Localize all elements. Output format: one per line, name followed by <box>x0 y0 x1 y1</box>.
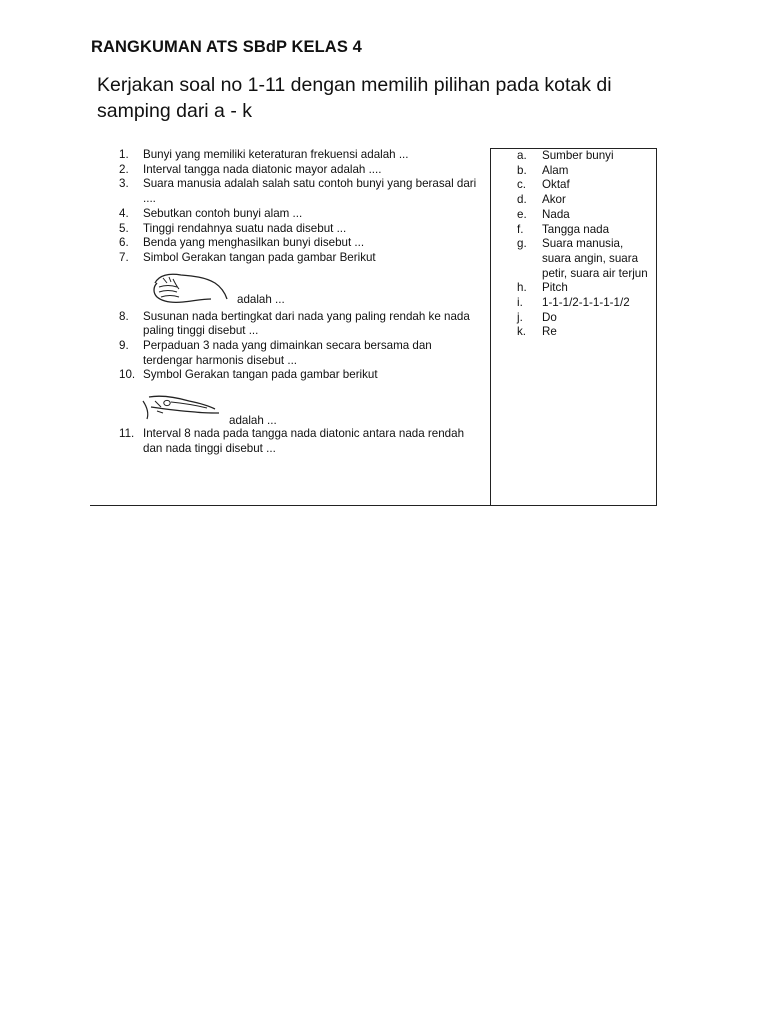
document-title: RANGKUMAN ATS SBdP KELAS 4 <box>91 38 362 56</box>
answer-letter: i. <box>517 296 523 310</box>
question-item <box>112 177 484 206</box>
answer-letter: b. <box>517 163 527 177</box>
question-text: Interval tangga nada diatonic mayor adalah .... <box>143 162 382 176</box>
answer-item <box>517 149 653 164</box>
answer-item <box>517 296 653 311</box>
question-number: 8. <box>119 309 129 323</box>
hand-sign-figure-fist <box>112 266 484 310</box>
question-item <box>112 368 484 383</box>
answer-letter: e. <box>517 207 527 221</box>
answer-letter: f. <box>517 222 524 236</box>
answer-text: Sumber bunyi <box>542 149 614 162</box>
answer-options-box <box>490 148 657 506</box>
question-item <box>112 236 484 251</box>
answer-item <box>517 193 653 208</box>
answer-item <box>517 325 653 340</box>
answer-letter: k. <box>517 325 527 339</box>
question-item <box>112 251 484 266</box>
question-number: 2. <box>119 162 129 176</box>
answer-list <box>517 149 653 340</box>
question-item <box>112 310 484 339</box>
answer-text: Do <box>542 310 557 324</box>
question-text: Benda yang menghasilkan bunyi disebut ... <box>143 236 365 250</box>
answer-text: Suara manusia, suara angin, suara petir, suara air terjun <box>542 237 648 280</box>
question-number: 6. <box>119 236 129 250</box>
figure-caption: adalah ... <box>237 292 285 306</box>
answer-item <box>517 208 653 223</box>
answer-letter: a. <box>517 149 527 162</box>
question-text: Sebutkan contoh bunyi alam ... <box>143 206 303 220</box>
question-text: Symbol Gerakan tangan pada gambar berikut <box>143 368 378 382</box>
question-number: 11. <box>119 427 135 441</box>
answer-letter: c. <box>517 178 527 192</box>
question-number: 5. <box>119 221 129 235</box>
answer-text: Alam <box>542 163 569 177</box>
answer-letter: d. <box>517 193 527 207</box>
answer-item <box>517 178 653 193</box>
flat-hand-sign-icon <box>141 385 223 425</box>
answer-text: 1-1-1/2-1-1-1-1/2 <box>542 296 630 310</box>
question-number: 9. <box>119 339 129 353</box>
question-item <box>112 222 484 237</box>
answer-text: Nada <box>542 207 570 221</box>
question-text: Suara manusia adalah salah satu contoh bunyi yang berasal dari .... <box>143 177 477 206</box>
answer-letter: h. <box>517 281 527 295</box>
question-text: Perpaduan 3 nada yang dimainkan secara bersama dan terdengar harmonis disebut ... <box>143 339 432 367</box>
question-text: Susunan nada bertingkat dari nada yang paling rendah ke nada paling tinggi disebut ... <box>143 309 470 338</box>
question-number: 1. <box>119 148 129 161</box>
question-text: Bunyi yang memiliki keteraturan frekuensi adalah ... <box>143 148 409 161</box>
answer-letter: g. <box>517 237 527 251</box>
answer-letter: j. <box>517 310 523 324</box>
question-number: 7. <box>119 250 129 264</box>
answer-text: Oktaf <box>542 178 570 192</box>
question-list <box>112 148 484 457</box>
question-item <box>112 339 484 368</box>
figure-caption: adalah ... <box>229 414 277 428</box>
question-table <box>90 148 657 506</box>
answer-text: Akor <box>542 193 566 207</box>
answer-item <box>517 223 653 238</box>
answer-item <box>517 281 653 296</box>
answer-item <box>517 164 653 179</box>
hand-sign-figure-flat <box>112 383 484 427</box>
fist-hand-sign-icon <box>149 269 231 309</box>
question-item <box>112 207 484 222</box>
answer-item <box>517 311 653 326</box>
question-text: Interval 8 nada pada tangga nada diatonic antara nada rendah dan nada tinggi disebut ... <box>143 427 465 455</box>
question-item <box>112 148 484 163</box>
question-text: Simbol Gerakan tangan pada gambar Berikut <box>143 250 376 264</box>
answer-text: Re <box>542 325 557 339</box>
answer-text: Pitch <box>542 281 568 295</box>
instruction-text: Kerjakan soal no 1-11 dengan memilih pilihan pada kotak di samping dari a - k <box>97 74 612 122</box>
question-number: 4. <box>119 206 129 220</box>
question-item <box>112 163 484 178</box>
question-number: 10. <box>119 368 136 382</box>
table-bottom-rule <box>90 505 657 506</box>
answer-item <box>517 237 653 281</box>
question-text: Tinggi rendahnya suatu nada disebut ... <box>143 221 347 235</box>
question-number: 3. <box>119 177 129 191</box>
question-item <box>112 427 484 456</box>
answer-text: Tangga nada <box>542 222 610 236</box>
